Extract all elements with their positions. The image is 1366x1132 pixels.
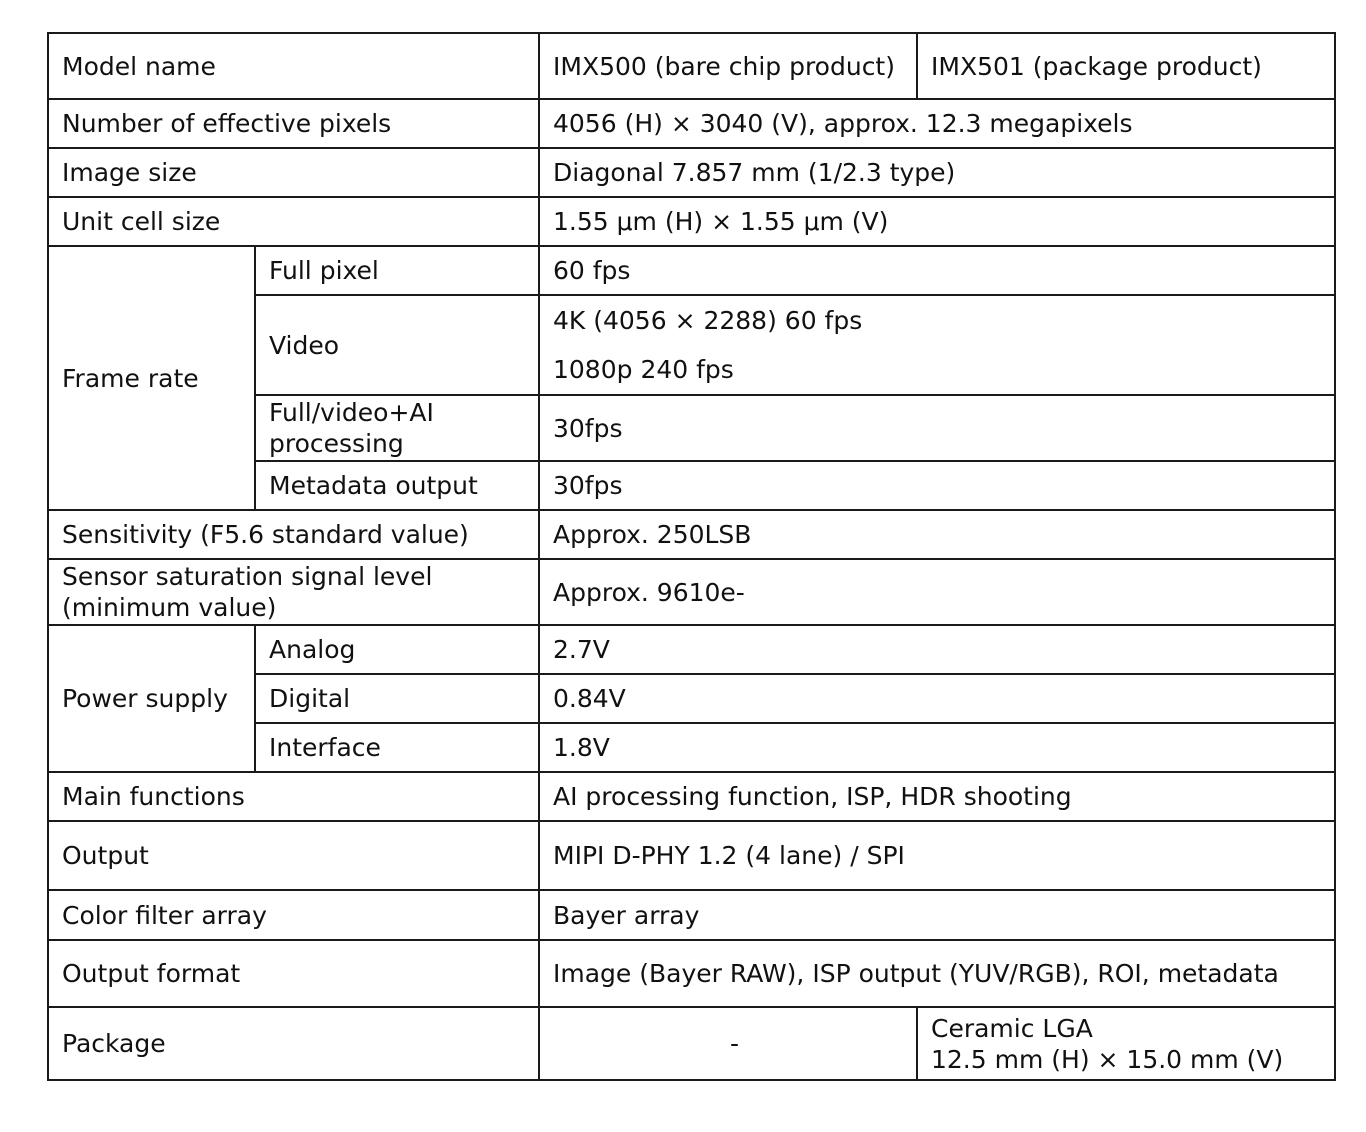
- unit-cell-size-label: Unit cell size: [48, 197, 539, 246]
- frame-rate-ai-label: Full/video+AI processing: [255, 395, 539, 461]
- power-analog-value: 2.7V: [539, 625, 1335, 674]
- frame-rate-video-label: Video: [255, 295, 539, 395]
- frame-rate-metadata-value: 30fps: [539, 461, 1335, 510]
- saturation-label: Sensor saturation signal level (minimum value): [48, 559, 539, 625]
- frame-rate-metadata-label: Metadata output: [255, 461, 539, 510]
- frame-rate-full-pixel-value: 60 fps: [539, 246, 1335, 295]
- effective-pixels-label: Number of effective pixels: [48, 99, 539, 148]
- power-supply-label: Power supply: [48, 625, 255, 772]
- row-saturation: [48, 559, 1335, 625]
- frame-rate-video-value: [539, 295, 1335, 395]
- package-imx501-size: 12.5 mm (H) × 15.0 mm (V): [931, 1044, 1284, 1074]
- sensitivity-value: Approx. 250LSB: [539, 510, 1335, 559]
- frame-rate-video-value-1080p: 1080p 240 fps: [553, 355, 734, 384]
- main-functions-label: Main functions: [48, 772, 539, 821]
- power-interface-label: Interface: [255, 723, 539, 772]
- frame-rate-video-value-4k: 4K (4056 × 2288) 60 fps: [553, 306, 863, 335]
- output-value: MIPI D-PHY 1.2 (4 lane) / SPI: [539, 821, 1335, 890]
- package-imx501: [917, 1007, 1335, 1080]
- frame-rate-label: Frame rate: [48, 246, 255, 510]
- row-output: [48, 821, 1335, 890]
- row-image-size: [48, 148, 1335, 197]
- output-format-value: Image (Bayer RAW), ISP output (YUV/RGB), ROI, metadata: [539, 940, 1335, 1007]
- row-package: [48, 1007, 1335, 1080]
- output-format-label: Output format: [48, 940, 539, 1007]
- row-color-filter: [48, 890, 1335, 940]
- sensitivity-label: Sensitivity (F5.6 standard value): [48, 510, 539, 559]
- package-imx500: -: [539, 1007, 917, 1080]
- row-effective-pixels: [48, 99, 1335, 148]
- effective-pixels-value: 4056 (H) × 3040 (V), approx. 12.3 megapixels: [539, 99, 1335, 148]
- power-digital-label: Digital: [255, 674, 539, 723]
- row-unit-cell-size: [48, 197, 1335, 246]
- color-filter-value: Bayer array: [539, 890, 1335, 940]
- frame-rate-full-pixel-label: Full pixel: [255, 246, 539, 295]
- saturation-value: Approx. 9610e-: [539, 559, 1335, 625]
- row-frame-rate-full-pixel: [48, 246, 1335, 295]
- model-name-imx500: IMX500 (bare chip product): [539, 33, 917, 99]
- model-name-imx501: IMX501 (package product): [917, 33, 1335, 99]
- power-digital-value: 0.84V: [539, 674, 1335, 723]
- package-imx501-type: Ceramic LGA: [931, 1013, 1093, 1043]
- row-output-format: [48, 940, 1335, 1007]
- frame-rate-ai-value: 30fps: [539, 395, 1335, 461]
- main-functions-value: AI processing function, ISP, HDR shooting: [539, 772, 1335, 821]
- spec-table: [47, 32, 1336, 1081]
- row-power-analog: [48, 625, 1335, 674]
- power-interface-value: 1.8V: [539, 723, 1335, 772]
- color-filter-label: Color filter array: [48, 890, 539, 940]
- power-analog-label: Analog: [255, 625, 539, 674]
- image-size-label: Image size: [48, 148, 539, 197]
- row-sensitivity: [48, 510, 1335, 559]
- package-label: Package: [48, 1007, 539, 1080]
- model-name-label: Model name: [48, 33, 539, 99]
- row-model-name: [48, 33, 1335, 99]
- row-main-functions: [48, 772, 1335, 821]
- image-size-value: Diagonal 7.857 mm (1/2.3 type): [539, 148, 1335, 197]
- unit-cell-size-value: 1.55 μm (H) × 1.55 μm (V): [539, 197, 1335, 246]
- output-label: Output: [48, 821, 539, 890]
